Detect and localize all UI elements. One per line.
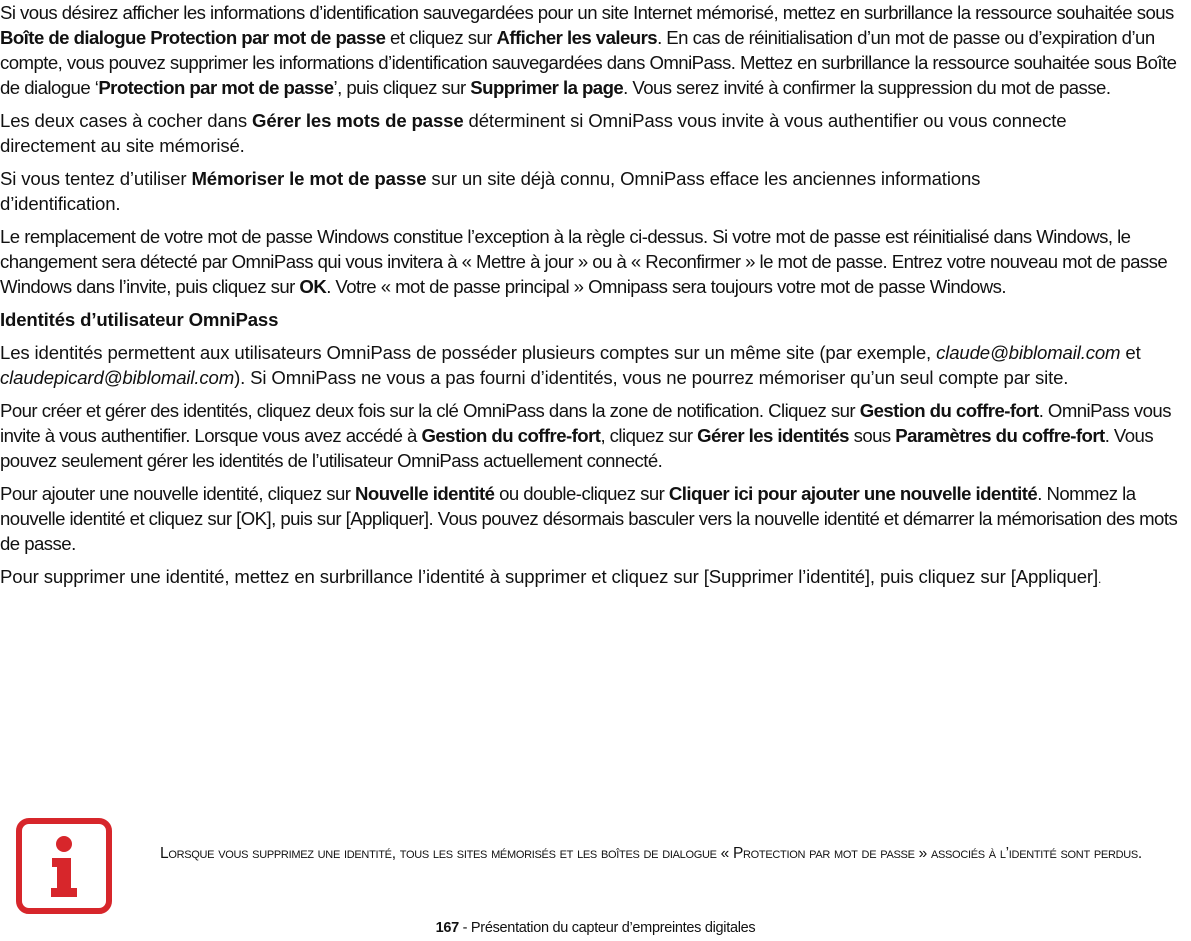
- bold-term: OK: [299, 276, 327, 297]
- bold-term: Gérer les identités: [697, 425, 849, 446]
- bold-term: Protection par mot de passe: [98, 77, 334, 98]
- paragraph-delete-identity: [0, 564, 1188, 592]
- bold-term: Gérer les mots de passe: [252, 110, 464, 131]
- text: Les identités permettent aux utilisateurs OmniPass de posséder plusieurs comptes sur un même site (par exemple,: [0, 342, 937, 363]
- footer-title: - Présentation du capteur d’empreintes digitales: [458, 920, 756, 936]
- paragraph-windows-password: [0, 224, 1188, 299]
- text: ou double-cliquez sur: [494, 483, 669, 504]
- text: Si vous tentez d’utiliser: [0, 168, 192, 189]
- text: déterminent si OmniPass vous invite à vous authentifier ou vous connecte directement au site mémorisé.: [0, 110, 1067, 156]
- bold-term: Nouvelle identité: [355, 483, 495, 504]
- text: et cliquez sur: [385, 27, 497, 48]
- paragraph-add-identity: [0, 481, 1188, 556]
- text: . Vous pouvez seulement gérer les identités de l’utilisateur OmniPass actuellement connecté.: [0, 425, 1154, 471]
- text: .: [1097, 572, 1102, 586]
- section-heading: Identités d’utilisateur OmniPass: [0, 309, 279, 330]
- email-example: claude@biblomail.com: [936, 342, 1121, 363]
- bold-term: Afficher les valeurs: [496, 27, 658, 48]
- text: Si vous désirez afficher les informations d’identification sauvegardées pour un site Internet mémorisé, mettez en surbrillance la ressource souhaitée sous: [0, 2, 1174, 23]
- bold-term: Gestion du coffre-fort: [859, 400, 1039, 421]
- text: . Votre « mot de passe principal » Omnipass sera toujours votre mot de passe Windows.: [326, 276, 1006, 297]
- bold-term: Gestion du coffre-fort: [421, 425, 601, 446]
- text: Pour ajouter une nouvelle identité, cliquez sur: [0, 483, 356, 504]
- page-number: 167: [435, 920, 459, 936]
- text: sur un site déjà connu, OmniPass efface les anciennes informations d’identification.: [0, 168, 981, 214]
- text: . Nommez la nouvelle identité et cliquez sur [OK], puis sur [Appliquer]. Vous pouvez désormais basculer vers la nouvelle identité et démarrer la mémorisation des mots de passe.: [0, 483, 1178, 554]
- bold-term: Paramètres du coffre-fort: [895, 425, 1105, 446]
- paragraph-checkboxes: [0, 108, 1188, 158]
- text: . En cas de réinitialisation d’un mot de passe ou d’expiration d’un compte, vous pouvez supprimer les informations d’identification sauvegardées dans OmniPass. Mettez en surbrillance la ressource souhaitée sous Boîte de dialogue ‘: [0, 27, 1177, 98]
- text: et: [1120, 342, 1141, 363]
- text: Le remplacement de votre mot de passe Windows constitue l’exception à la règle ci-dessus. Si votre mot de passe est réinitialisé dans Windows, le changement sera détecté par OmniPass qui vous invitera à « Mettre à jour » ou à « Reconfirmer » le mot de passe. Entrez votre nouveau mot de passe Windows dans l’invite, puis cliquez sur: [0, 226, 1168, 297]
- note-text: Lorsque vous supprimez une identité, tous les sites mémorisés et les boîtes de dialogue « Protection par mot de passe » associés à l’identité sont perdus.: [160, 845, 1142, 862]
- text: , cliquez sur: [600, 425, 698, 446]
- page-footer: [0, 918, 1191, 938]
- bold-term: Supprimer la page: [470, 77, 624, 98]
- text: ). Si OmniPass ne vous a pas fourni d’identités, vous ne pourrez mémoriser qu’un seul compte par site.: [234, 367, 1069, 388]
- caution-note: [14, 816, 1184, 918]
- email-example: claudepicard@biblomail.com: [0, 367, 235, 388]
- paragraph-remember-password: [0, 166, 1188, 216]
- text: sous: [848, 425, 896, 446]
- text: . OmniPass vous invite à vous authentifier. Lorsque vous avez accédé à: [0, 400, 1171, 446]
- paragraph-identities: [0, 340, 1188, 390]
- paragraph-manage-identities: [0, 398, 1188, 473]
- bold-term: Mémoriser le mot de passe: [191, 168, 427, 189]
- text: Les deux cases à cocher dans: [0, 110, 252, 131]
- text: . Vous serez invité à confirmer la suppression du mot de passe.: [623, 77, 1111, 98]
- bold-term: Cliquer ici pour ajouter une nouvelle identité: [668, 483, 1038, 504]
- text: Pour supprimer une identité, mettez en surbrillance l’identité à supprimer et cliquez sur [Supprimer l’identité], puis cliquez sur [Appliquer]: [0, 566, 1098, 587]
- info-icon: [16, 818, 112, 914]
- text: Pour créer et gérer des identités, cliquez deux fois sur la clé OmniPass dans la zone de notification. Cliquez sur: [0, 400, 860, 421]
- bold-term: Boîte de dialogue Protection par mot de passe: [0, 27, 386, 48]
- text: ’, puis cliquez sur: [333, 77, 471, 98]
- paragraph-view-credentials: [0, 0, 1188, 100]
